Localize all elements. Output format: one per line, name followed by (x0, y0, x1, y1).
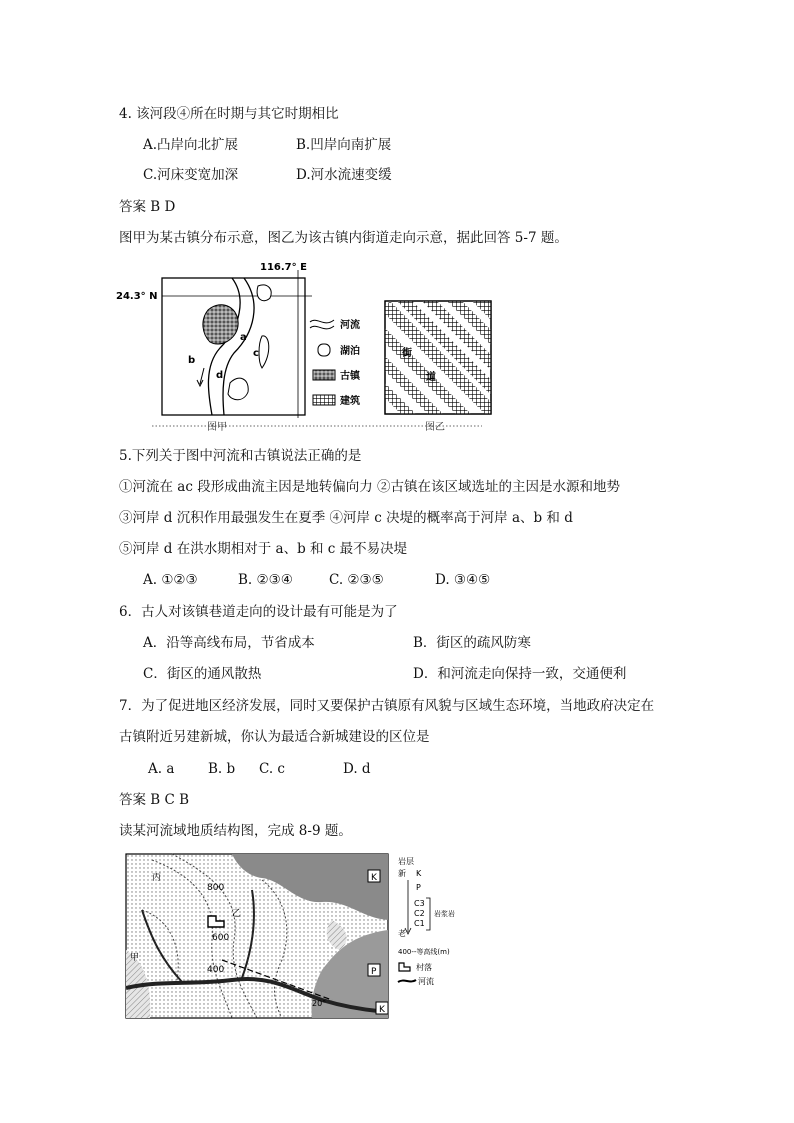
lake-3 (259, 336, 269, 368)
contour-600: 600 (212, 933, 230, 943)
legend-building: 建筑 (340, 396, 360, 407)
legend-town-symbol (313, 370, 335, 380)
legend-town: 古镇 (340, 371, 360, 382)
figure-town-map (112, 258, 492, 436)
legend-layer-C2: C2 (414, 909, 425, 918)
rock-label-K-top: K (371, 873, 377, 883)
contour-800: 800 (207, 883, 225, 893)
q5-stem: 5.下列关于图中河流和古镇说法正确的是 (119, 448, 362, 464)
legend-river-fig2: 河流 (418, 977, 434, 986)
legend-lake-symbol (318, 344, 330, 356)
caption-right: 图乙 (425, 422, 445, 433)
q7-stem-line2: 古镇附近另建新城，你认为最适合新城建设的区位是 (119, 729, 430, 745)
q5-option-c: C. ②③⑤ (329, 572, 384, 588)
legend-magmatic: 岩浆岩 (434, 910, 455, 918)
q6-option-b: B．街区的疏风防寒 (413, 635, 531, 651)
q7-stem-line1: 7．为了促进地区经济发展，同时又要保护古镇原有风貌与区域生态环境，当地政府决定在 (119, 698, 655, 714)
rock-label-P: P (371, 967, 377, 977)
angle-label: 20° (312, 999, 327, 1008)
q6-option-d: D．和河流走向保持一致，交通便利 (413, 666, 627, 682)
geology-legend (398, 856, 455, 986)
legend-layer-K: K (416, 869, 422, 878)
q7-option-c: C. c (259, 761, 285, 777)
q5-option-b: B. ②③④ (238, 572, 293, 588)
legend-lake: 湖泊 (340, 346, 360, 357)
lake-1 (257, 285, 271, 301)
q7-option-d: D. d (343, 761, 371, 777)
legend-contour: 400--等高线(m) (398, 948, 450, 956)
legend-new: 新 (398, 869, 406, 878)
legend-strata-title: 岩层 (398, 857, 414, 866)
contour-400: 400 (207, 965, 225, 975)
point-a: a (240, 332, 247, 343)
intro-5-7: 图甲为某古镇分布示意，图乙为该古镇内街道走向示意，据此回答 5-7 题。 (119, 230, 568, 246)
q4-option-a: A.凸岸向北扩展 (143, 137, 239, 153)
point-d: d (216, 370, 224, 381)
q5-option-d: D. ③④⑤ (435, 572, 491, 588)
q4-stem: 4. 该河段④所在时期与其它时期相比 (119, 106, 339, 122)
q5-statement-2: ③河岸 d 沉积作用最强发生在夏季 ④河岸 c 决堤的概率高于河岸 a、b 和 d (119, 510, 573, 526)
q4-option-b: B.凹岸向南扩展 (296, 137, 392, 153)
latitude-label: 24.3° N (116, 291, 158, 302)
lake-2 (228, 378, 248, 400)
legend-layer-P: P (416, 883, 421, 892)
rock-label-K-bottom: K (379, 1005, 385, 1015)
legend-building-symbol (313, 395, 335, 405)
figure-geology-map (122, 850, 462, 1022)
q5-statement-3: ⑤河岸 d 在洪水期相对于 a、b 和 c 最不易决堤 (119, 541, 408, 557)
place-bing: 丙 (152, 873, 162, 883)
street-label-2: 道 (426, 372, 436, 383)
longitude-label: 116.7° E (260, 262, 307, 273)
place-jia: 甲 (130, 953, 140, 963)
legend-layer-C1: C1 (414, 919, 425, 928)
q6-stem: 6．古人对该镇巷道走向的设计最有可能是为了 (119, 604, 398, 620)
q7-option-a: A. a (148, 761, 175, 777)
point-c: c (253, 348, 259, 359)
street-label-1: 街 (402, 348, 412, 359)
legend-old: 老 (398, 929, 406, 938)
place-yi: 乙 (232, 909, 242, 919)
answer-1: 答案 B D (119, 199, 176, 215)
q4-option-c: C.河床变宽加深 (143, 167, 239, 183)
legend-river: 河流 (340, 320, 360, 331)
ancient-town-area (203, 305, 238, 344)
q5-statement-1: ①河流在 ac 段形成曲流主因是地转偏向力 ②古镇在该区域选址的主因是水源和地势 (119, 479, 620, 495)
intro-8-9: 读某河流域地质结构图，完成 8-9 题。 (119, 823, 352, 839)
q4-option-d: D.河水流速变缓 (296, 167, 392, 183)
q6-option-a: A．沿等高线布局，节省成本 (143, 635, 315, 651)
q5-option-a: A. ①②③ (143, 572, 198, 588)
legend-village: 村落 (416, 963, 432, 972)
point-b: b (188, 355, 196, 366)
q7-option-b: B. b (208, 761, 236, 777)
street-diagram (385, 301, 491, 414)
q6-option-c: C．街区的通风散热 (143, 666, 262, 682)
legend-layer-C3: C3 (414, 899, 425, 908)
answer-2: 答案 B C B (119, 792, 190, 808)
caption-left: 图甲 (207, 422, 227, 433)
